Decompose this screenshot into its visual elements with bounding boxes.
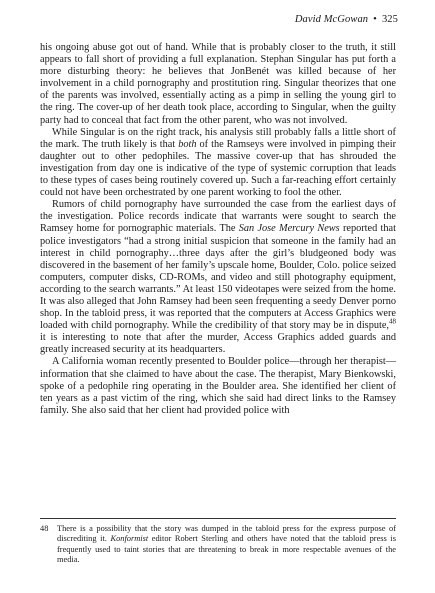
body-text <box>40 42 396 417</box>
footnote-text <box>57 524 396 565</box>
running-header-separator: • <box>373 14 377 25</box>
paragraph <box>40 127 396 200</box>
text-run: editor Robert Sterling and others have noted that the tabloid press is frequently used to taint stories that are threatening to break in more respectable avenues of the media. <box>57 534 396 564</box>
text-run: reported that police investigators “had a strong initial suspicion that someone in the family had an interest in child pornography…three days after the girl’s bludgeoned body was discovered in the basement of her family’s upscale home, Boulder, Colo. police seized computers, computer disks, CD-ROMs, and video and still photography equipment, according to the search warrants.” At least 150 videotapes were seized from the home. It was also alleged that John Ramsey had been seen frequenting a seedy Denver porno shop. In the tabloid press, it was reported that the computers at Access Graphics were loaded with child pornography. While the credibility of that story may be in dispute, <box>40 223 396 332</box>
running-header-author: David McGowan <box>294 14 369 25</box>
italic-text: San Jose Mercury News <box>238 223 340 235</box>
running-header <box>295 14 398 25</box>
paragraph <box>40 42 396 127</box>
italic-text: both <box>178 138 197 150</box>
italic-text: Konformist <box>110 534 149 544</box>
page-number: 325 <box>381 14 398 25</box>
footnote-rule <box>40 518 396 519</box>
footnote <box>40 524 396 565</box>
text-run: A California woman recently presented to Boulder police—through her therapist—information that she claimed to have about the case. The therapist, Mary Bienkowski, spoke of a pedophile ring operating in the Boulder area. She identified her client of ten years as a past victim of the ring, which she said had direct links to the Ramsey family. She also said that her client had provided police with <box>40 356 396 416</box>
text-run: it is interesting to note that after the murder, Access Graphics added guards and greatly increased security at its headquarters. <box>40 332 396 356</box>
text-run: of the Ramseys were involved in pimping their daughter out to other pedophiles. The massive cover-up that has shrouded the investigation from day one is indicative of the type of systemic corruption that leads to these types of cases being routinely covered up. Such a far-reaching effort certainly could not have been orchestrated by one parent working to fool the other. <box>40 138 396 199</box>
text-run: his ongoing abuse got out of hand. While that is probably closer to the truth, it still appears to fall short of providing a full explanation. Stephan Singular has put forth a more disturbing theory: he believes that JonBenét was killed because of her involvement in a child pornography and prostitution ring. Singular theorizes that one of the parents was involved, essentially acting as a pimp in selling the young girl to the ring. The cover-up of her death took place, according to Singular, when the guilty party had to conceal that fact from the other parent, who was not involved. <box>40 42 396 126</box>
text-run: Rumors of child pornography have surrounded the case from the earliest days of the investigation. Police records indicate that warrants were sought to search the Ramsey home for pornographic materials. The <box>40 199 396 235</box>
footnote-reference: 48 <box>389 317 396 326</box>
text-run: While Singular is on the right track, his analysis still probably falls a little short of the mark. The truth likely is that <box>40 126 396 150</box>
footnote-number: 48 <box>40 524 49 533</box>
paragraph <box>40 199 396 356</box>
paragraph <box>40 356 396 416</box>
text-run: There is a possibility that the story was dumped in the tabloid press for the express purpose of discrediting it. <box>57 524 396 544</box>
